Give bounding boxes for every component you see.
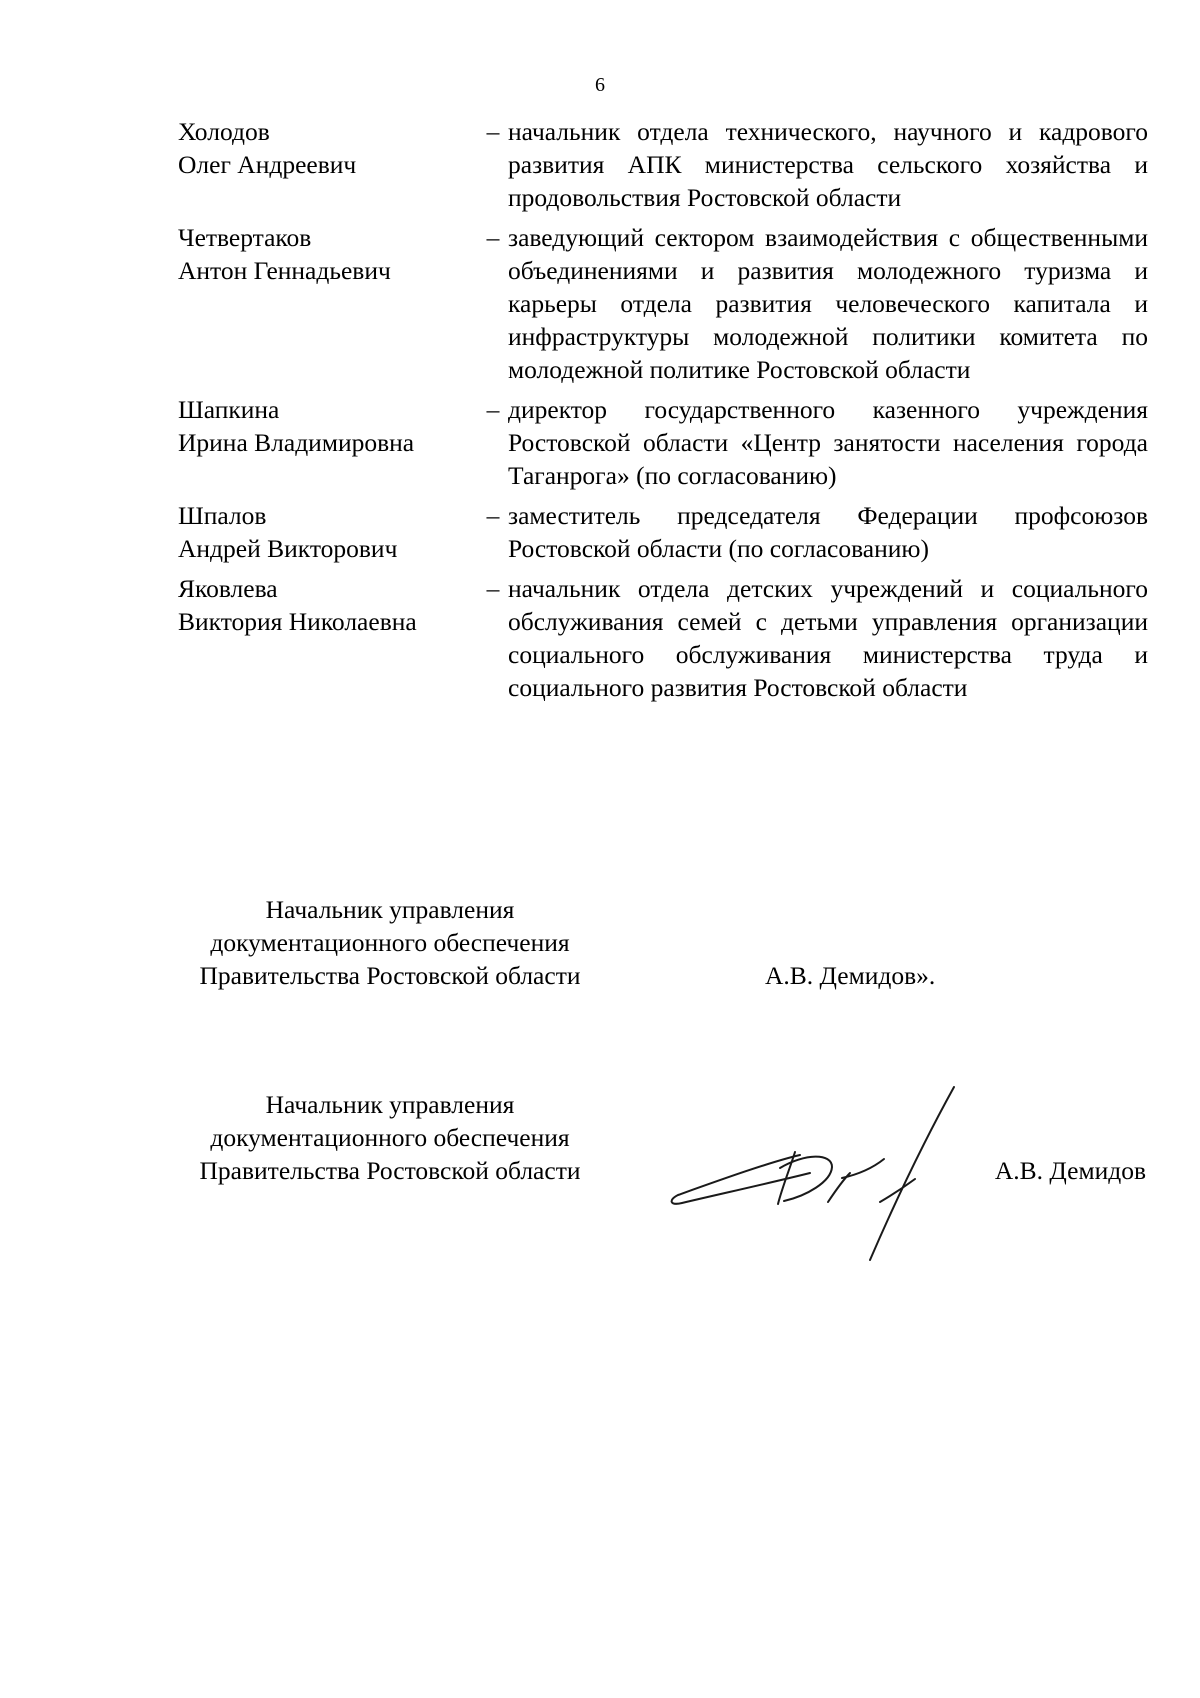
member-name <box>178 221 478 386</box>
member-position: заведующий сектором взаимодействия с общественными объединениями и развития молодежного туризма и карьеры отдела развития человеческого капитала и инфраструктуры молодежной политики комитета по молодежной политике Ростовской области <box>508 223 1148 384</box>
member-given-name: Андрей Викторович <box>178 534 398 563</box>
signatory-title-line: документационного обеспечения <box>210 928 570 957</box>
member-dash: – <box>486 223 500 252</box>
member-name <box>178 499 478 565</box>
page-number: 6 <box>595 74 605 96</box>
member-position: начальник отдела детских учреждений и социального обслуживания семей с детьми управления организации социального обслуживания министерства труда и социального развития Ростовской области <box>508 574 1148 702</box>
list-item <box>178 572 1148 704</box>
member-given-name: Олег Андреевич <box>178 150 357 179</box>
signatory-name-2: А.В. Демидов <box>994 1156 1146 1185</box>
signatory-title-line: Начальник управления <box>265 1090 515 1119</box>
member-surname: Шпалов <box>178 501 267 530</box>
list-item <box>178 221 1148 386</box>
signatory-title-2 <box>160 1088 620 1187</box>
signatory-title-1 <box>160 893 620 992</box>
member-surname: Яковлева <box>178 574 278 603</box>
member-surname: Холодов <box>178 117 270 146</box>
signatory-title-line: Правительства Ростовской области <box>199 1156 581 1185</box>
member-surname: Шапкина <box>178 395 280 424</box>
member-name <box>178 572 478 704</box>
list-item <box>178 499 1148 565</box>
member-name <box>178 115 478 214</box>
member-position: заместитель председателя Федерации профсоюзов Ростовской области (по согласованию) <box>508 501 1148 563</box>
signatory-title-line: документационного обеспечения <box>210 1123 570 1152</box>
handwritten-signature <box>660 1070 980 1270</box>
signatory-title-line: Правительства Ростовской области <box>199 961 581 990</box>
member-dash: – <box>486 501 500 530</box>
signatory-name-1: А.В. Демидов». <box>765 961 936 990</box>
members-list <box>178 115 1148 711</box>
list-item <box>178 115 1148 214</box>
member-dash: – <box>486 117 500 146</box>
member-surname: Четвертаков <box>178 223 312 252</box>
member-given-name: Виктория Николаевна <box>178 607 417 636</box>
signatory-title-line: Начальник управления <box>265 895 515 924</box>
member-given-name: Ирина Владимировна <box>178 428 415 457</box>
member-position: директор государственного казенного учреждения Ростовской области «Центр занятости населения города Таганрога» (по согласованию) <box>508 395 1148 490</box>
member-dash: – <box>486 395 500 424</box>
member-dash: – <box>486 574 500 603</box>
member-name <box>178 393 478 492</box>
member-given-name: Антон Геннадьевич <box>178 256 391 285</box>
member-position: начальник отдела технического, научного и кадрового развития АПК министерства сельского хозяйства и продовольствия Ростовской области <box>508 117 1148 212</box>
list-item <box>178 393 1148 492</box>
